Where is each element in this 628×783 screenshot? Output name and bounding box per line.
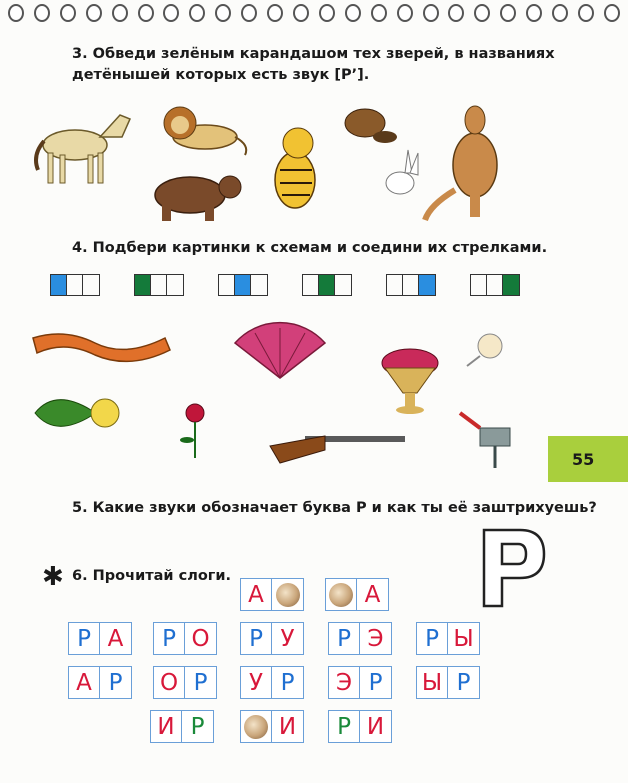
meat-grinder-illustration [460, 413, 510, 468]
animal-face-icon [276, 583, 300, 607]
task4-text: 4. Подбери картинки к схемам и соедини их стрелками. [72, 240, 548, 256]
scarf-illustration [33, 334, 170, 361]
big-letter-r-outline [480, 526, 550, 610]
task3-line1: 3. Обведи зелёным карандашом тех зверей, в названиях [72, 46, 555, 62]
tiger-illustration [275, 128, 315, 208]
gun-illustration [270, 436, 405, 463]
syllable-ur: У Р [240, 666, 304, 699]
scheme-1[interactable] [50, 274, 100, 296]
scheme-3[interactable] [218, 274, 268, 296]
task6-text: 6. Прочитай слоги. [72, 568, 232, 584]
lollipop-illustration [467, 334, 502, 366]
kangaroo-illustration [425, 106, 497, 220]
page-number-tab [548, 436, 628, 482]
scheme-4[interactable] [302, 274, 352, 296]
animal-face-icon [329, 583, 353, 607]
scheme-6[interactable] [470, 274, 520, 296]
task3-text [72, 44, 555, 86]
animals-illustration [30, 95, 550, 225]
scheme-5[interactable] [386, 274, 436, 296]
jam-vase-illustration [382, 349, 438, 414]
page-number: 55 [572, 449, 595, 469]
syllable-ro: Р О [153, 622, 217, 655]
bear-illustration [155, 176, 241, 221]
syllable-ri: Р И [328, 710, 392, 743]
syllable-or: О Р [153, 666, 217, 699]
syllable-ru: Р У [240, 622, 304, 655]
syllable-ar: А Р [68, 666, 132, 699]
syllable-animal-i: И [240, 710, 304, 743]
horse-illustration [36, 115, 130, 183]
scheme-2[interactable] [134, 274, 184, 296]
objects-illustration [25, 318, 555, 478]
task5-text: 5. Какие звуки обозначает буква Р и как ты её заштрихуешь? [72, 500, 597, 516]
hare-illustration [386, 150, 418, 194]
task3-line2: детёнышей которых есть звук [Р’]. [72, 67, 370, 83]
syllable-a-animal: А [240, 578, 304, 611]
syllable-re: Р Э [328, 622, 392, 655]
syllable-ir: И Р [150, 710, 214, 743]
turnip-illustration [35, 399, 119, 427]
beaver-illustration [345, 109, 397, 143]
fan-illustration [235, 323, 325, 378]
sound-schemes [50, 274, 520, 296]
syllable-yr: Ы Р [416, 666, 480, 699]
asterisk-icon: ✱ [42, 562, 64, 592]
rose-illustration [180, 404, 204, 458]
syllable-ra: Р А [68, 622, 132, 655]
spiral-binding [8, 4, 620, 26]
lion-illustration [164, 107, 246, 155]
syllable-animal-a: А [325, 578, 389, 611]
animal-face-icon [244, 715, 268, 739]
syllable-er: Э Р [328, 666, 392, 699]
syllable-ry: Р Ы [416, 622, 480, 655]
